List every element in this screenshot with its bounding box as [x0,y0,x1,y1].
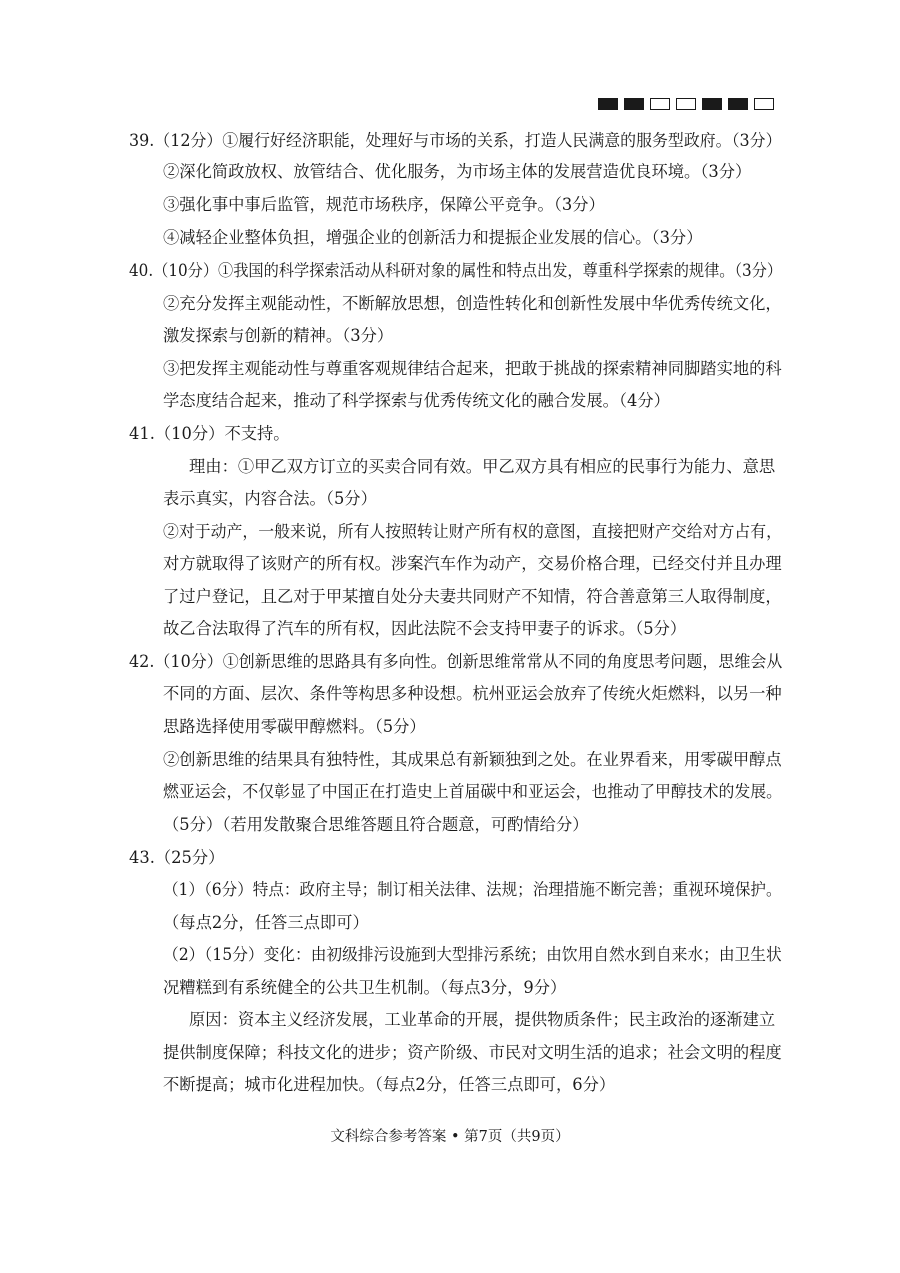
answer-43-line-1: 43.（25分） [129,848,225,867]
answer-42-line-4: ②创新思维的结果具有独特性，其成果总有新颖独到之处。在业界看来，用零碳甲醇点 [163,750,782,769]
answer-40-line-3: 激发探索与创新的精神。（3分） [163,326,394,345]
answer-43-line-3: （每点2分，任答三点即可） [163,913,369,932]
header-mark [624,98,644,110]
header-mark [598,98,618,110]
header-marks [598,98,774,112]
header-mark [728,98,748,110]
answer-41-line-2: 理由：①甲乙双方订立的买卖合同有效。甲乙双方具有相应的民事行为能力、意思 [189,457,776,476]
answer-39-line-1: 39.（12分）①履行好经济职能，处理好与市场的关系，打造人民满意的服务型政府。（3分） [129,131,782,150]
answer-41-line-3: 表示真实，内容合法。（5分） [163,489,377,508]
answer-42-line-3: 思路选择使用零碳甲醇燃料。（5分） [163,717,426,736]
page-footer: 文科综合参考答案 • 第7页（共9页） [330,1129,570,1145]
answer-39-line-3: ③强化事中事后监管，规范市场秩序，保障公平竞争。（3分） [163,195,605,214]
answer-42-line-6: （5分）（若用发散聚合思维答题且符合题意，可酌情给分） [163,815,589,834]
answer-43-line-4: （2）（15分）变化：由初级排污设施到大型排污系统；由饮用自然水到自来水；由卫生状 [163,945,782,964]
answer-40-line-5: 学态度结合起来，推动了科学探索与优秀传统文化的融合发展。（4分） [163,391,670,410]
answer-40-line-2: ②充分发挥主观能动性，不断解放思想，创造性转化和创新性发展中华优秀传统文化， [163,294,782,313]
answer-43-line-5: 况糟糕到有系统健全的公共卫生机制。（每点3分，9分） [163,978,567,997]
answer-42-line-2: 不同的方面、层次、条件等构思多种设想。杭州亚运会放弃了传统火炬燃料，以另一种 [163,684,782,703]
answer-41-line-4: ②对于动产，一般来说，所有人按照转让财产所有权的意图，直接把财产交给对方占有， [163,522,782,541]
answer-43-line-2: （1）（6分）特点：政府主导；制订相关法律、法规；治理措施不断完善；重视环境保护。 [163,880,782,899]
answer-43-line-6: 原因：资本主义经济发展，工业革命的开展，提供物质条件；民主政治的逐渐建立 [189,1010,776,1029]
header-mark [676,98,696,110]
answer-41-line-7: 故乙合法取得了汽车的所有权，因此法院不会支持甲妻子的诉求。（5分） [163,619,687,638]
answer-42-line-5: 燃亚运会，不仅彰显了中国正在打造史上首届碳中和亚运会，也推动了甲醇技术的发展。 [163,782,782,801]
answer-43-line-7: 提供制度保障；科技文化的进步；资产阶级、市民对文明生活的追求；社会文明的程度 [163,1043,782,1062]
answer-43-line-8: 不断提高；城市化进程加快。（每点2分，任答三点即可，6分） [163,1075,616,1094]
header-mark [754,98,774,110]
answer-39-line-2: ②深化简政放权、放管结合、优化服务，为市场主体的发展营造优良环境。（3分） [163,162,752,181]
header-mark [702,98,722,110]
answer-42-line-1: 42.（10分）①创新思维的思路具有多向性。创新思维常常从不同的角度思考问题，思维会从 [129,652,783,671]
answer-40-line-4: ③把发挥主观能动性与尊重客观规律结合起来，把敢于挑战的探索精神同脚踏实地的科 [163,359,782,378]
answer-41-line-5: 对方就取得了该财产的所有权。涉案汽车作为动产，交易价格合理，已经交付并且办理 [163,554,782,573]
answer-40-line-1: 40.（10分）①我国的科学探索活动从科研对象的属性和特点出发，尊重科学探索的规律。（3分） [129,261,783,280]
answer-41-line-1: 41.（10分）不支持。 [129,424,290,443]
answer-41-line-6: 了过户登记，且乙对于甲某擅自处分夫妻共同财产不知情，符合善意第三人取得制度， [163,587,782,606]
answer-39-line-4: ④减轻企业整体负担，增强企业的创新活力和提振企业发展的信心。（3分） [163,228,703,247]
header-mark [650,98,670,110]
